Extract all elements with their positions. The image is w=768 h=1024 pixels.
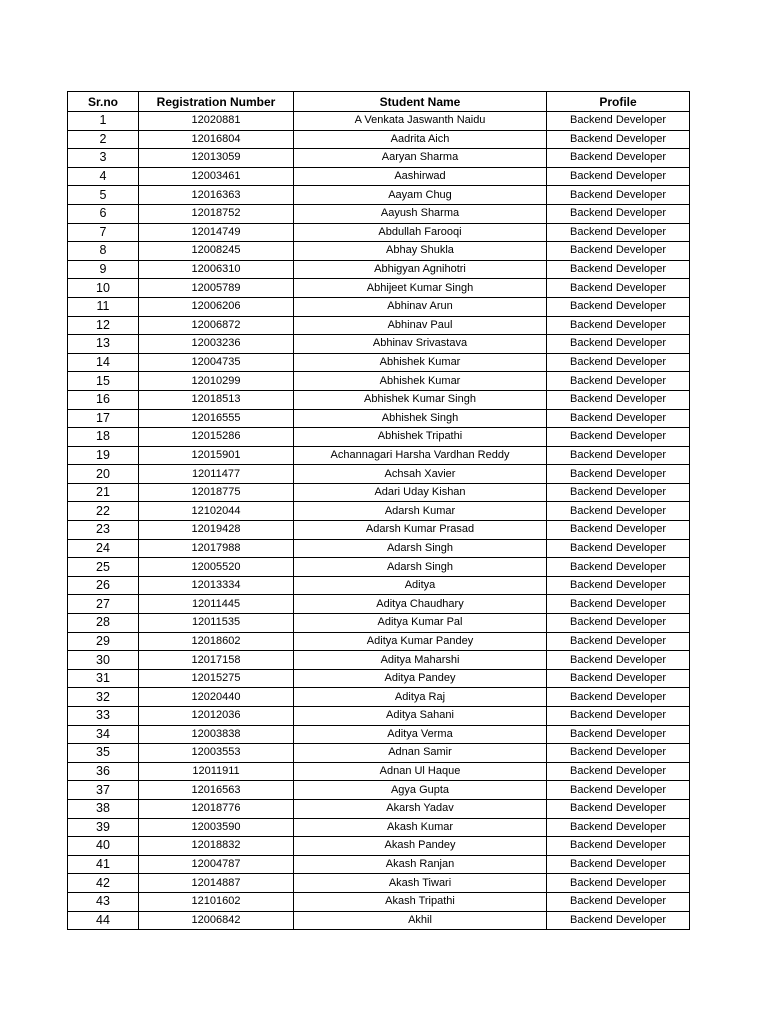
cell-srno: 6 [68, 204, 139, 223]
cell-profile: Backend Developer [547, 558, 690, 577]
cell-srno: 12 [68, 316, 139, 335]
cell-srno: 44 [68, 911, 139, 930]
table-row [68, 130, 690, 149]
cell-registration-number: 12011535 [139, 614, 294, 633]
table-row [68, 781, 690, 800]
cell-registration-number: 12005789 [139, 279, 294, 298]
table-row [68, 502, 690, 521]
table-row [68, 818, 690, 837]
cell-profile: Backend Developer [547, 260, 690, 279]
cell-profile: Backend Developer [547, 892, 690, 911]
cell-registration-number: 12016555 [139, 409, 294, 428]
cell-registration-number: 12014887 [139, 874, 294, 893]
cell-srno: 30 [68, 651, 139, 670]
cell-registration-number: 12015286 [139, 428, 294, 447]
cell-registration-number: 12014749 [139, 223, 294, 242]
cell-profile: Backend Developer [547, 502, 690, 521]
cell-student-name: Akash Kumar [294, 818, 547, 837]
cell-srno: 23 [68, 521, 139, 540]
cell-registration-number: 12006842 [139, 911, 294, 930]
cell-student-name: Akash Tiwari [294, 874, 547, 893]
cell-student-name: Akash Ranjan [294, 855, 547, 874]
cell-student-name: Adarsh Kumar Prasad [294, 521, 547, 540]
student-table [67, 91, 690, 930]
cell-profile: Backend Developer [547, 762, 690, 781]
cell-srno: 37 [68, 781, 139, 800]
cell-registration-number: 12011477 [139, 465, 294, 484]
cell-student-name: Abhishek Tripathi [294, 428, 547, 447]
cell-srno: 43 [68, 892, 139, 911]
cell-profile: Backend Developer [547, 297, 690, 316]
cell-student-name: Achsah Xavier [294, 465, 547, 484]
cell-srno: 39 [68, 818, 139, 837]
table-row [68, 651, 690, 670]
cell-registration-number: 12016804 [139, 130, 294, 149]
cell-srno: 22 [68, 502, 139, 521]
cell-profile: Backend Developer [547, 855, 690, 874]
table-row [68, 242, 690, 261]
cell-profile: Backend Developer [547, 167, 690, 186]
cell-profile: Backend Developer [547, 521, 690, 540]
cell-student-name: Aayush Sharma [294, 204, 547, 223]
cell-profile: Backend Developer [547, 539, 690, 558]
cell-registration-number: 12006872 [139, 316, 294, 335]
table-row [68, 744, 690, 763]
cell-registration-number: 12015275 [139, 669, 294, 688]
table-row [68, 855, 690, 874]
cell-profile: Backend Developer [547, 372, 690, 391]
cell-profile: Backend Developer [547, 428, 690, 447]
cell-profile: Backend Developer [547, 632, 690, 651]
cell-profile: Backend Developer [547, 799, 690, 818]
cell-student-name: A Venkata Jaswanth Naidu [294, 112, 547, 131]
cell-student-name: Abhinav Paul [294, 316, 547, 335]
table-row [68, 892, 690, 911]
cell-profile: Backend Developer [547, 781, 690, 800]
cell-registration-number: 12016363 [139, 186, 294, 205]
table-row [68, 911, 690, 930]
cell-student-name: Akash Pandey [294, 837, 547, 856]
cell-student-name: Adnan Ul Haque [294, 762, 547, 781]
cell-student-name: Abhishek Kumar [294, 372, 547, 391]
table-row [68, 353, 690, 372]
cell-profile: Backend Developer [547, 707, 690, 726]
cell-registration-number: 12018832 [139, 837, 294, 856]
cell-profile: Backend Developer [547, 112, 690, 131]
cell-srno: 35 [68, 744, 139, 763]
cell-srno: 38 [68, 799, 139, 818]
cell-registration-number: 12020881 [139, 112, 294, 131]
cell-srno: 20 [68, 465, 139, 484]
table-row [68, 762, 690, 781]
cell-profile: Backend Developer [547, 669, 690, 688]
table-row [68, 874, 690, 893]
table-row [68, 167, 690, 186]
cell-registration-number: 12008245 [139, 242, 294, 261]
table-row [68, 204, 690, 223]
cell-registration-number: 12013059 [139, 149, 294, 168]
cell-srno: 33 [68, 707, 139, 726]
cell-srno: 15 [68, 372, 139, 391]
cell-profile: Backend Developer [547, 316, 690, 335]
cell-profile: Backend Developer [547, 818, 690, 837]
cell-student-name: Abhishek Kumar [294, 353, 547, 372]
cell-srno: 10 [68, 279, 139, 298]
cell-student-name: Aditya Raj [294, 688, 547, 707]
cell-registration-number: 12003236 [139, 335, 294, 354]
cell-profile: Backend Developer [547, 409, 690, 428]
cell-registration-number: 12018602 [139, 632, 294, 651]
table-row [68, 409, 690, 428]
cell-srno: 28 [68, 614, 139, 633]
header-student-name: Student Name [294, 92, 547, 112]
cell-srno: 41 [68, 855, 139, 874]
table-row [68, 799, 690, 818]
cell-student-name: Abhinav Srivastava [294, 335, 547, 354]
cell-srno: 21 [68, 483, 139, 502]
cell-registration-number: 12018752 [139, 204, 294, 223]
table-row [68, 465, 690, 484]
cell-profile: Backend Developer [547, 186, 690, 205]
cell-srno: 9 [68, 260, 139, 279]
cell-student-name: Abhigyan Agnihotri [294, 260, 547, 279]
cell-profile: Backend Developer [547, 911, 690, 930]
cell-student-name: Aditya Verma [294, 725, 547, 744]
table-row [68, 279, 690, 298]
cell-profile: Backend Developer [547, 465, 690, 484]
table-row [68, 725, 690, 744]
cell-registration-number: 12011445 [139, 595, 294, 614]
cell-student-name: Adarsh Singh [294, 558, 547, 577]
cell-profile: Backend Developer [547, 390, 690, 409]
cell-srno: 8 [68, 242, 139, 261]
header-profile: Profile [547, 92, 690, 112]
table-row [68, 428, 690, 447]
cell-registration-number: 12003590 [139, 818, 294, 837]
cell-registration-number: 12013334 [139, 576, 294, 595]
table-row [68, 521, 690, 540]
cell-profile: Backend Developer [547, 576, 690, 595]
cell-registration-number: 12011911 [139, 762, 294, 781]
cell-srno: 18 [68, 428, 139, 447]
cell-registration-number: 12020440 [139, 688, 294, 707]
cell-srno: 25 [68, 558, 139, 577]
cell-profile: Backend Developer [547, 837, 690, 856]
cell-srno: 7 [68, 223, 139, 242]
cell-registration-number: 12019428 [139, 521, 294, 540]
cell-srno: 29 [68, 632, 139, 651]
table-row [68, 186, 690, 205]
table-row [68, 539, 690, 558]
table-row [68, 483, 690, 502]
cell-profile: Backend Developer [547, 651, 690, 670]
cell-profile: Backend Developer [547, 595, 690, 614]
cell-registration-number: 12017988 [139, 539, 294, 558]
cell-student-name: Abhijeet Kumar Singh [294, 279, 547, 298]
cell-srno: 24 [68, 539, 139, 558]
table-row [68, 707, 690, 726]
cell-student-name: Adarsh Singh [294, 539, 547, 558]
table-row [68, 576, 690, 595]
cell-profile: Backend Developer [547, 614, 690, 633]
cell-profile: Backend Developer [547, 223, 690, 242]
cell-registration-number: 12003553 [139, 744, 294, 763]
cell-student-name: Akash Tripathi [294, 892, 547, 911]
cell-registration-number: 12017158 [139, 651, 294, 670]
cell-registration-number: 12012036 [139, 707, 294, 726]
cell-student-name: Achannagari Harsha Vardhan Reddy [294, 446, 547, 465]
table-row [68, 688, 690, 707]
cell-registration-number: 12102044 [139, 502, 294, 521]
table-row [68, 614, 690, 633]
cell-registration-number: 12006206 [139, 297, 294, 316]
cell-student-name: Abhishek Singh [294, 409, 547, 428]
table-row [68, 372, 690, 391]
cell-profile: Backend Developer [547, 353, 690, 372]
cell-srno: 31 [68, 669, 139, 688]
cell-profile: Backend Developer [547, 446, 690, 465]
cell-srno: 27 [68, 595, 139, 614]
cell-student-name: Aditya Kumar Pandey [294, 632, 547, 651]
cell-registration-number: 12018513 [139, 390, 294, 409]
cell-srno: 19 [68, 446, 139, 465]
cell-student-name: Aditya Sahani [294, 707, 547, 726]
cell-profile: Backend Developer [547, 242, 690, 261]
cell-srno: 3 [68, 149, 139, 168]
cell-student-name: Akhil [294, 911, 547, 930]
cell-registration-number: 12018776 [139, 799, 294, 818]
cell-srno: 14 [68, 353, 139, 372]
cell-registration-number: 12016563 [139, 781, 294, 800]
cell-student-name: Abhishek Kumar Singh [294, 390, 547, 409]
cell-student-name: Abdullah Farooqi [294, 223, 547, 242]
cell-student-name: Aditya Kumar Pal [294, 614, 547, 633]
cell-student-name: Adnan Samir [294, 744, 547, 763]
header-registration-number: Registration Number [139, 92, 294, 112]
cell-registration-number: 12004735 [139, 353, 294, 372]
cell-registration-number: 12006310 [139, 260, 294, 279]
cell-student-name: Adarsh Kumar [294, 502, 547, 521]
cell-srno: 4 [68, 167, 139, 186]
cell-student-name: Akarsh Yadav [294, 799, 547, 818]
table-row [68, 446, 690, 465]
cell-profile: Backend Developer [547, 335, 690, 354]
cell-registration-number: 12004787 [139, 855, 294, 874]
cell-profile: Backend Developer [547, 483, 690, 502]
table-row [68, 837, 690, 856]
table-row [68, 595, 690, 614]
table-row [68, 297, 690, 316]
cell-srno: 11 [68, 297, 139, 316]
cell-srno: 13 [68, 335, 139, 354]
cell-profile: Backend Developer [547, 725, 690, 744]
cell-srno: 42 [68, 874, 139, 893]
cell-student-name: Abhinav Arun [294, 297, 547, 316]
cell-student-name: Agya Gupta [294, 781, 547, 800]
cell-registration-number: 12015901 [139, 446, 294, 465]
cell-student-name: Abhay Shukla [294, 242, 547, 261]
cell-student-name: Aayam Chug [294, 186, 547, 205]
cell-student-name: Aaryan Sharma [294, 149, 547, 168]
cell-profile: Backend Developer [547, 744, 690, 763]
table-row [68, 149, 690, 168]
cell-student-name: Aditya [294, 576, 547, 595]
cell-student-name: Aadrita Aich [294, 130, 547, 149]
table-row [68, 260, 690, 279]
cell-srno: 17 [68, 409, 139, 428]
cell-student-name: Aditya Chaudhary [294, 595, 547, 614]
table-row [68, 558, 690, 577]
cell-registration-number: 12005520 [139, 558, 294, 577]
cell-srno: 32 [68, 688, 139, 707]
cell-registration-number: 12003461 [139, 167, 294, 186]
cell-profile: Backend Developer [547, 874, 690, 893]
table-body [68, 112, 690, 930]
cell-srno: 1 [68, 112, 139, 131]
cell-registration-number: 12003838 [139, 725, 294, 744]
cell-srno: 34 [68, 725, 139, 744]
cell-srno: 16 [68, 390, 139, 409]
table-row [68, 632, 690, 651]
header-srno: Sr.no [68, 92, 139, 112]
cell-srno: 2 [68, 130, 139, 149]
cell-profile: Backend Developer [547, 204, 690, 223]
table-row [68, 335, 690, 354]
cell-student-name: Adari Uday Kishan [294, 483, 547, 502]
cell-student-name: Aashirwad [294, 167, 547, 186]
table-row [68, 316, 690, 335]
cell-profile: Backend Developer [547, 279, 690, 298]
cell-student-name: Aditya Pandey [294, 669, 547, 688]
cell-registration-number: 12101602 [139, 892, 294, 911]
cell-student-name: Aditya Maharshi [294, 651, 547, 670]
table-row [68, 390, 690, 409]
cell-srno: 40 [68, 837, 139, 856]
cell-registration-number: 12018775 [139, 483, 294, 502]
table-row [68, 669, 690, 688]
cell-srno: 36 [68, 762, 139, 781]
table-row [68, 223, 690, 242]
cell-registration-number: 12010299 [139, 372, 294, 391]
header-row [68, 92, 690, 112]
cell-profile: Backend Developer [547, 688, 690, 707]
cell-srno: 5 [68, 186, 139, 205]
cell-profile: Backend Developer [547, 149, 690, 168]
cell-srno: 26 [68, 576, 139, 595]
table-row [68, 112, 690, 131]
cell-profile: Backend Developer [547, 130, 690, 149]
